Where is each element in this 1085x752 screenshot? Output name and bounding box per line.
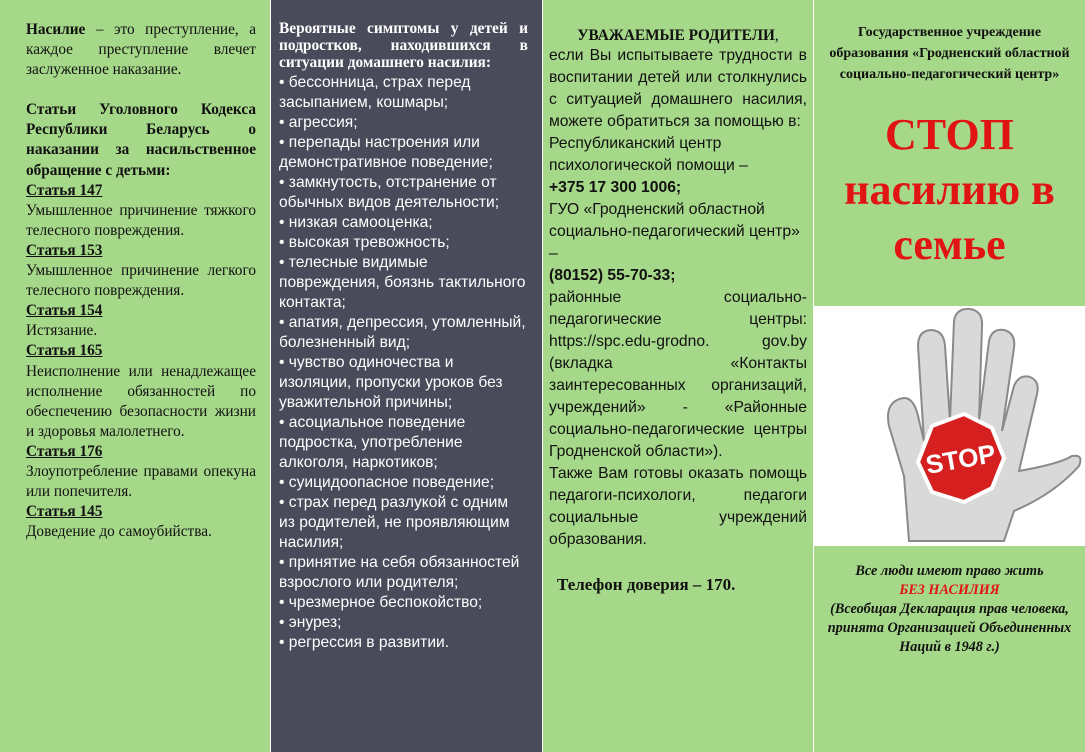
motto-line: Все люди имеют право жить [855, 563, 1044, 579]
hand-stop-icon [814, 306, 1085, 546]
symptom-item: • апатия, депрессия, утомленный, болезненный вид; [279, 314, 526, 351]
stop-sign-text: STOP [923, 438, 998, 480]
psychologists-note: Также Вам готовы оказать помощь педагоги-психологи, педагоги социальные учреждений образования. [549, 465, 807, 548]
article-text: Злоупотребление правами опекуна или попечителя. [26, 462, 256, 501]
intro-text: – это преступление, а каждое преступление влечет заслуженное наказание. [26, 21, 256, 79]
spacer [26, 80, 256, 100]
symptom-item: • чрезмерное беспокойство; [279, 594, 483, 611]
symptom-item: • замкнутость, отстранение от обычных видов деятельности; [279, 174, 500, 211]
article-title: Статья 176 [26, 442, 103, 460]
parents-heading-comma: , [774, 27, 779, 44]
article-text: Умышленное причинение тяжкого телесного повреждения. [26, 201, 256, 239]
regional-center-phone: (80152) 55-70-33; [549, 267, 676, 284]
stop-title-line: СТОП [885, 110, 1014, 159]
stop-title-line: семье [893, 220, 1006, 269]
intro-paragraph [26, 20, 256, 80]
article-title: Статья 154 [26, 302, 103, 320]
articles-heading: Статьи Уголовного Кодекса Республики Беларусь о наказании за насильственное обращение с детьми: [26, 101, 256, 179]
republican-center-phone: +375 17 300 1006; [549, 179, 682, 196]
regional-center: ГУО «Гродненский областной социально-педагогический центр» – [549, 201, 800, 262]
article-title: Статья 165 [26, 342, 103, 360]
symptoms-heading: Вероятные симптомы у детей и подростков, находившихся в ситуации домашнего насилия: [279, 20, 528, 71]
article-title: Статья 147 [26, 181, 103, 199]
symptom-item: • чувство одиночества и изоляции, пропуски уроков без уважительной причины; [279, 354, 503, 411]
intro-term: Насилие [26, 21, 86, 38]
column-symptoms [271, 0, 542, 752]
motto [814, 562, 1085, 657]
column-criminal-code [0, 0, 270, 752]
parents-heading [549, 26, 807, 45]
symptom-item: • регрессия в развитии. [279, 634, 450, 651]
symptom-item: • телесные видимые повреждения, боязнь тактильного контакта; [279, 254, 526, 311]
article-title: Статья 145 [26, 503, 103, 521]
stop-sign [918, 414, 1004, 502]
stop-title-line: насилию в [844, 165, 1055, 214]
symptom-item: • высокая тревожность; [279, 234, 450, 251]
article-text: Доведение до самоубийства. [26, 523, 212, 541]
republican-center: Республиканский центр психологической помощи – [549, 135, 748, 174]
stop-hand-illustration [814, 306, 1085, 546]
column-parents [543, 0, 813, 752]
motto-highlight: БЕЗ НАСИЛИЯ [899, 582, 1000, 598]
symptom-item: • низкая самооценка; [279, 214, 433, 231]
symptom-item: • агрессия; [279, 114, 358, 131]
symptom-item: • суицидоопасное поведение; [279, 474, 495, 491]
article-title: Статья 153 [26, 241, 103, 259]
article-text: Неисполнение или ненадлежащее исполнение обязанностей по обеспечению безопасности жизни и здоровья малолетнего. [26, 362, 256, 440]
district-centers: районные социально-педагогические центры: https://spc.edu-grodno. gov.by (вкладка «Контакты заинтересованных организаций, учреждений» - «Районные социально-педагогические центры Гродненской области»). [549, 289, 807, 460]
parents-intro: если Вы испытываете трудности в воспитании детей или столкнулись с ситуацией домашнего насилия, можете обратиться за помощью в: [549, 47, 807, 130]
article-text: Умышленное причинение легкого телесного повреждения. [26, 262, 256, 300]
symptom-item: • бессонница, страх перед засыпанием, кошмары; [279, 74, 471, 111]
article-text: Истязание. [26, 322, 98, 340]
motto-source: (Всеобщая Декларация прав человека, принята Организацией Объединенных Наций в 1948 г.) [827, 601, 1072, 655]
organization-name: Государственное учреждение образования «Гродненский областной социально-педагогический центр» [829, 25, 1070, 82]
symptom-item: • энурез; [279, 614, 342, 631]
trust-phone: Телефон доверия – 170. [557, 575, 736, 594]
symptom-item: • принятие на себя обязанностей взрослого или родителя; [279, 554, 520, 591]
symptom-item: • асоциальное поведение подростка, употребление алкоголя, наркотиков; [279, 414, 466, 471]
symptom-item: • страх перед разлукой с одним из родителей, не проявляющим насилия; [279, 494, 510, 551]
symptoms-list [279, 73, 528, 653]
parents-heading-text: УВАЖАЕМЫЕ РОДИТЕЛИ [577, 27, 775, 44]
article-list [26, 181, 256, 543]
stop-title [818, 107, 1081, 272]
symptom-item: • перепады настроения или демонстративное поведение; [279, 134, 493, 171]
